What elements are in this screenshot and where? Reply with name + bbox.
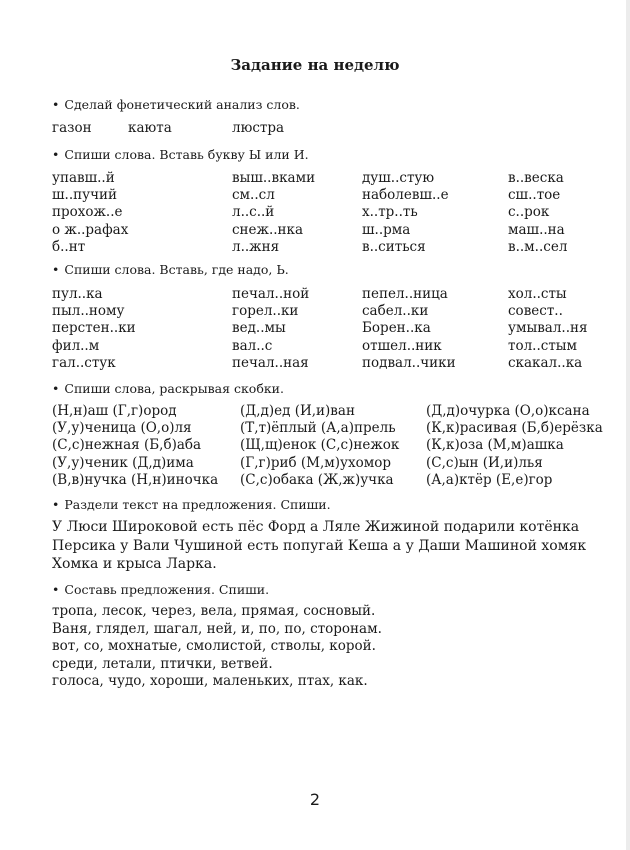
grid-row [0, 403, 630, 420]
grid-row [0, 472, 630, 489]
word: (Д,д)ед (И,и)ван [240, 403, 355, 419]
sentence-line: вот, со, мохнатые, смолистой, стволы, корой. [52, 638, 376, 655]
word: совест.. [508, 303, 563, 320]
page-title: Задание на неделю [230, 56, 400, 74]
word: прохож..е [52, 204, 123, 221]
word: (У,у)ченик (Д,д)има [52, 454, 194, 471]
word: пул..ка [52, 286, 103, 302]
word: л..с..й [232, 204, 275, 221]
word: газон [52, 120, 92, 136]
word: (С,с)обака (Ж,ж)учка [240, 471, 394, 488]
task-1-words [0, 120, 630, 137]
word: фил..м [52, 337, 100, 354]
word: с..рок [508, 204, 550, 221]
grid-row [0, 355, 630, 372]
word: о ж..рафах [52, 221, 129, 238]
word: (А,а)ктёр (Е,е)гор [426, 471, 553, 488]
word: печал..ная [232, 354, 309, 371]
page-number: 2 [309, 790, 321, 809]
word: перстен..ки [52, 320, 136, 337]
word: отшел..ник [362, 337, 442, 354]
word: ш..пучий [52, 187, 117, 204]
grid-row [0, 286, 630, 303]
word: Борен..ка [362, 320, 431, 337]
word: (Д,д)очурка (О,о)ксана [426, 403, 590, 419]
grid-row [0, 303, 630, 320]
word: см..сл [232, 187, 275, 204]
word: скакал..ка [508, 354, 583, 371]
task-1-instruction: • Сделай фонетический анализ слов. [52, 97, 300, 113]
word: вал..с [232, 337, 273, 354]
sentence-line: тропа, лесок, через, вела, прямая, сосновый. [52, 603, 376, 619]
word: каюта [128, 120, 172, 136]
grid-row [0, 320, 630, 337]
word: (С,с)ын (И,и)лья [426, 454, 543, 471]
grid-row [0, 420, 630, 437]
word: (У,у)ченица (О,о)ля [52, 420, 192, 437]
word: выш..вками [232, 170, 316, 186]
task-5-instruction: • Раздели текст на предложения. Спиши. [52, 497, 331, 513]
word: (В,в)нучка (Н,н)иночка [52, 471, 219, 488]
grid-row [0, 222, 630, 239]
word: сш..тое [508, 187, 561, 204]
word: сабел..ки [362, 303, 429, 320]
task-4-instruction: • Спиши слова, раскрывая скобки. [52, 381, 284, 397]
word: пыл..ному [52, 303, 125, 320]
grid-row [0, 239, 630, 256]
word: подвал..чики [362, 354, 456, 371]
word: (Т,т)ёплый (А,а)прель [240, 420, 396, 437]
sentence-line: Ваня, глядел, шагал, ней, и, по, по, сторонам. [52, 620, 382, 637]
word: (Щ,щ)енок (С,с)нежок [240, 437, 400, 454]
grid-row [0, 170, 630, 187]
word: л..жня [232, 238, 280, 255]
word: печал..ной [232, 286, 310, 302]
task-6-lines [52, 603, 382, 691]
task-6-instruction: • Составь предложения. Спиши. [52, 582, 269, 598]
word: пепел..ница [362, 286, 448, 302]
grid-row [0, 187, 630, 204]
word: (Г,г)риб (М,м)ухомор [240, 454, 391, 471]
word: умывал..ня [508, 320, 588, 337]
word: в..ситься [362, 238, 426, 255]
word: ш..рма [362, 221, 411, 238]
grid-row [0, 338, 630, 355]
word: гал..стук [52, 354, 116, 371]
word: наболевш..е [362, 187, 449, 204]
sentence-line: среди, летали, птички, ветвей. [52, 655, 273, 672]
grid-row [0, 204, 630, 221]
word: (Н,н)аш (Г,г)ород [52, 403, 177, 419]
word: душ..стую [362, 170, 435, 186]
word: вед..мы [232, 320, 286, 337]
word: упавш..й [52, 170, 115, 186]
task-3-instruction: • Спиши слова. Вставь, где надо, Ь. [52, 262, 289, 278]
word: люстра [232, 120, 285, 136]
word: в..м..сел [508, 238, 568, 255]
sentence-line: голоса, чудо, хороши, маленьких, птах, как. [52, 673, 368, 690]
word: б..нт [52, 238, 86, 255]
word: горел..ки [232, 303, 299, 320]
word: снеж..нка [232, 221, 304, 238]
word: тол..стым [508, 337, 578, 354]
word: (К,к)расивая (Б,б)ерёзка [426, 420, 603, 437]
word: (С,с)нежная (Б,б)аба [52, 437, 202, 454]
word: хол..сты [508, 286, 567, 302]
grid-row [0, 455, 630, 472]
task-5-text: У Люси Широковой есть пёс Форд а Ляле Жижиной подарили котёнка Персика у Вали Чушиной есть попугай Кеша а у Даши Машиной хомяк Хомка и крыса Ларка. [52, 519, 587, 572]
grid-row [0, 437, 630, 454]
word: х..тр..ть [362, 204, 418, 221]
word: в..веска [508, 170, 564, 186]
word: (К,к)оза (М,м)ашка [426, 437, 564, 454]
word: маш..на [508, 221, 565, 238]
task-2-instruction: • Спиши слова. Вставь букву Ы или И. [52, 147, 309, 163]
